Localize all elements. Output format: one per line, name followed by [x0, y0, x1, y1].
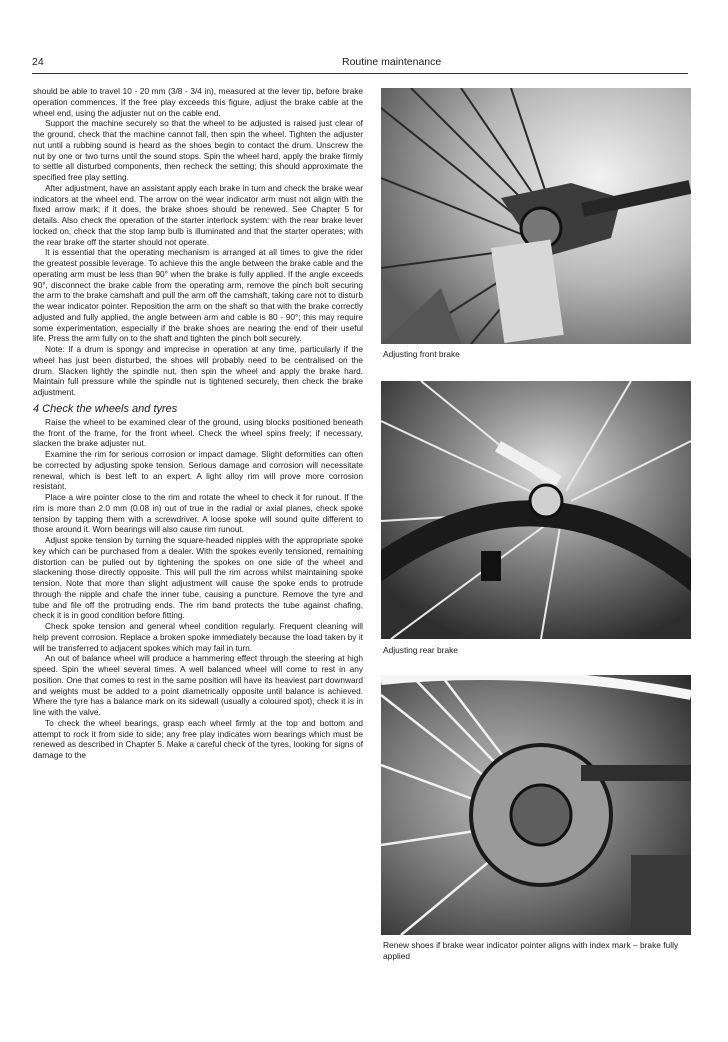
- paragraph: Support the machine securely so that the wheel to be adjusted is raised just clear of the ground, check that the machine cannot fall, then spin the wheel. Tighten the adjuster nut until a rubbing sound is heard as the shoes begin to contact the drum. Unscrew the nut by one or two turns until the sound stops. Spin the wheel hard, apply the brake firmly to settle all disturbed components, then recheck the setting; this should approximate the specified free play setting.: [33, 118, 363, 182]
- paragraph: should be able to travel 10 - 20 mm (3/8 - 3/4 in), measured at the lever tip, before brake operation commences. If the free play exceeds this figure, adjust the brake cable at the wheel end, using the adjuster nut on the cable end.: [33, 86, 363, 118]
- section-heading: 4 Check the wheels and tyres: [33, 402, 178, 415]
- paragraph: Raise the wheel to be examined clear of the ground, using blocks positioned beneath the front of the frame, for the front wheel. Check the wheel spins freely; if necessary, slacken the brake adjuster nut.: [33, 416, 363, 449]
- brake-wear-indicator-photo-icon: [381, 675, 691, 935]
- figure-caption: Adjusting rear brake: [383, 645, 458, 655]
- header-rule: [32, 73, 688, 74]
- paragraph: Place a wire pointer close to the rim and rotate the wheel to check it for runout. If the rim is more than 2.0 mm (0.08 in) out of true in the radial or axial planes, check spoke tension by tapping them with a screwdriver. A loose spoke will sound quite different to those around it. Worn bearings will also cause rim runout.: [33, 492, 363, 535]
- paragraph: To check the wheel bearings, grasp each wheel firmly at the top and bottom and attempt to rock it from side to side; any free play indicates worn bearings which must be renewed as described in Chapter 5. Make a careful check of the tyres, looking for signs of damage to the: [33, 717, 363, 760]
- paragraph: It is essential that the operating mechanism is arranged at all times to give the rider the greatest possible leverage. To achieve this the angle between the brake cable and the operating arm must be less than 90° when the brake is fully applied. If the angle exceeds 90°, disconnect the brake cable from the operating arm, remove the pinch bolt securing the arm to the brake camshaft and pull the arm off the camshaft, taking care not to disturb the wear indicator pointer. Reposition the arm on the shaft so that with the brake correctly adjusted and fully applied, the angle between arm and cable is 80 - 90°; this may require some experimentation, especially if the brake shoes are nearing the end of their useful life. Press the arm fully on to the shaft and tighten the pinch bolt securely.: [33, 247, 363, 344]
- figure-caption: Renew shoes if brake wear indicator pointer aligns with index mark – brake fully applied: [383, 940, 679, 961]
- paragraph: Note: If a drum is spongy and imprecise in operation at any time, particularly if the wheel has just been disturbed, the shoes will probably need to be centralised on the drum. Slacken lightly the spindle nut, then spin the wheel and apply the brake hard. Maintain full pressure while the spindle nut is tightened securely, then check the brake adjustment.: [33, 344, 363, 397]
- figure-caption: Adjusting front brake: [383, 349, 460, 359]
- paragraph: Examine the rim for serious corrosion or impact damage. Slight deformities can often be corrected by adjusting spoke tension. Serious damage and corrosion will necessitate renewal, which is best left to an expert. A light alloy rim will prove more corrosion resistant.: [33, 449, 363, 492]
- running-title: Routine maintenance: [342, 56, 442, 68]
- paragraph: Check spoke tension and general wheel condition regularly. Frequent cleaning will help prevent corrosion. Replace a broken spoke immediately because the load taken by it will be transferred to adjacent spokes which may fail in turn.: [33, 621, 363, 653]
- text-column: [33, 86, 363, 761]
- page-header: [32, 56, 690, 72]
- paragraph: After adjustment, have an assistant apply each brake in turn and check the brake wear indicators at the wheel end. The arrow on the wear indicator arm must not align with the fixed arrow mark; if it does, the brake shoes should be renewed. See Chapter 5 for details. Also check the operation of the starter interlock system: with the rear brake lever locked on, check that the stop lamp bulb is illuminated and that the starter operates; with the rear brake off the starter should not operate.: [33, 182, 363, 247]
- paragraph: An out of balance wheel will produce a hammering effect through the steering at high speed. Spin the wheel several times. A well balanced wheel will come to rest in any position. One that comes to rest in the same position will have its heaviest part downward and weights must be added to a point diametrically opposite until balance is achieved. Where the tyre has a balance mark on its sidewall (usually a coloured spot), check it is in line with the valve.: [33, 653, 363, 717]
- rear-brake-photo-icon: [381, 381, 691, 639]
- front-brake-photo-icon: [381, 88, 691, 344]
- paragraph: Adjust spoke tension by turning the square-headed nipples with the appropriate spoke key which can be purchased from a dealer. With the spokes evenly tensioned, remaining distortion can be pulled out by tightening the spokes on one side of the wheel and slackening those directly opposite. This will pull the rim across whilst maintaining spoke tension. Note that more than slight adjustment will cause the spoke ends to protrude through the nipple and chafe the inner tube, causing a puncture. Remove the tyre and tube and file off the protruding ends. The rim band protects the tube against chafing, check it is in good condition before fitting.: [33, 535, 363, 621]
- page-number: 24: [32, 56, 44, 68]
